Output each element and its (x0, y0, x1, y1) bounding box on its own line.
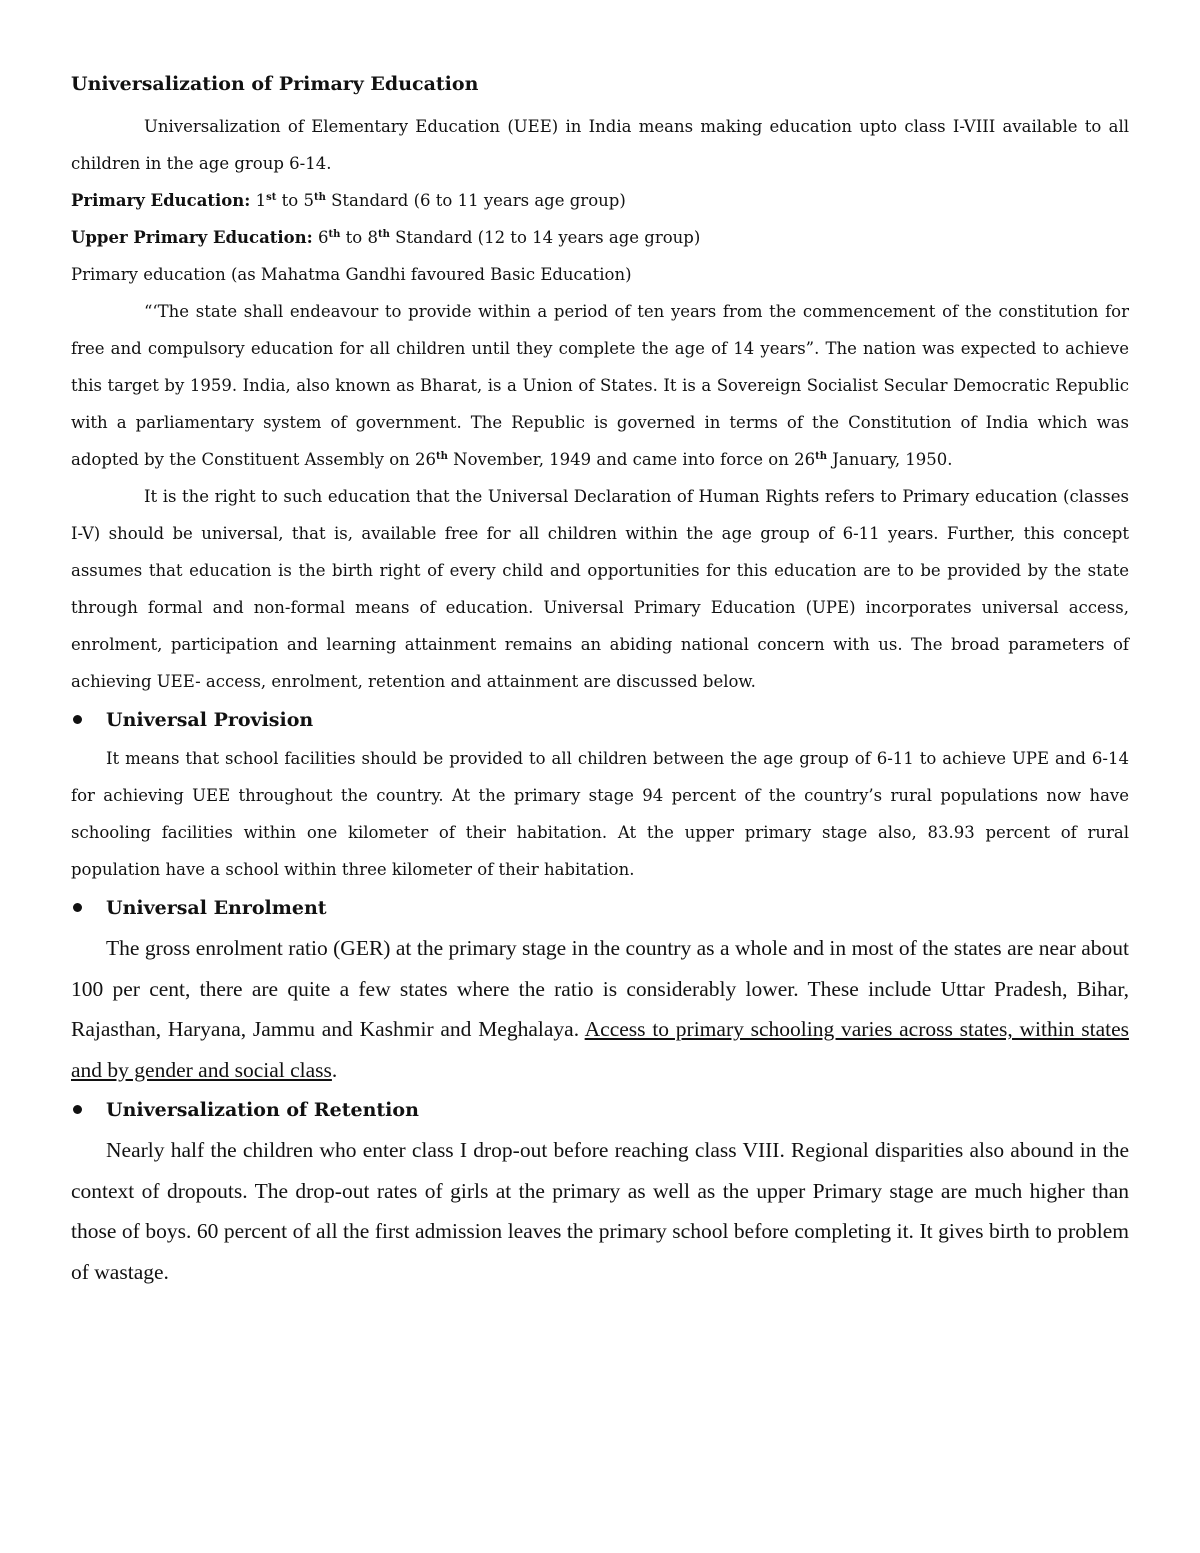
bullet-icon (73, 903, 82, 912)
primary-start-suffix: st (266, 192, 277, 203)
document-title: Universalization of Primary Education (71, 73, 479, 95)
universalization-retention-title: Universalization of Retention (106, 1098, 419, 1121)
universalization-retention-paragraph: Nearly half the children who enter class I drop-out before reaching class VIII. Regional disparities also abound in the context of dropouts. The drop-out rates of girls at the primary as well as the upper Primary stage are much higher than those of boys. 60 percent of all the first admission leaves the primary school before completing it. It gives birth to problem of wastage. (71, 1138, 1129, 1284)
primary-end-suffix: th (313, 192, 326, 203)
bullet-icon (73, 1105, 82, 1114)
primary-education-line (71, 182, 1129, 219)
universal-enrolment-end: . (331, 1057, 338, 1082)
universal-provision-heading (71, 701, 1129, 738)
primary-education-label: Primary Education: (71, 191, 251, 210)
universal-enrolment-title: Universal Enrolment (106, 896, 327, 919)
upper-end-suffix: th (378, 229, 390, 240)
primary-education-detail: Standard (6 to 11 years age group) (331, 191, 626, 210)
universal-provision-paragraph: It means that school facilities should be provided to all children between the age group of 6-11 to achieve UPE and 6-14 for achieving UEE throughout the country. At the primary stage 94 percent of the country’s rural populations now have schooling facilities within one kilometer of their habitation. At the upper primary stage also, 83.93 percent of rural population have a school within three kilometer of their habitation. (71, 749, 1129, 879)
primary-end-number: 5 (303, 191, 314, 210)
constitution-sup1: th (436, 451, 448, 462)
intro-paragraph: Universalization of Elementary Education (UEE) in India means making education upto class I-VIII available to all children in the age group 6-14. (71, 117, 1129, 173)
basic-education-line: Primary education (as Mahatma Gandhi favoured Basic Education) (71, 265, 632, 284)
bullet-icon (73, 715, 82, 724)
right-to-education-paragraph: It is the right to such education that the Universal Declaration of Human Rights refers to Primary education (classes I-V) should be universal, that is, available free for all children within the age group of 6-11 years. Further, this concept assumes that education is the birth right of every child and opportunities for this education are to be provided by the state through formal and non-formal means of education. Universal Primary Education (UPE) incorporates universal access, enrolment, participation and learning attainment remains an abiding national concern with us. The broad parameters of achieving UEE- access, enrolment, retention and attainment are discussed below. (71, 487, 1129, 691)
universal-enrolment-heading (71, 889, 1129, 926)
primary-to-word: to (281, 191, 299, 210)
universal-enrolment-text: The gross enrolment ratio (GER) at the primary stage in the country as a whole and in most of the states are near about 100 per cent, there are quite a few states where the ratio is considerably lower. These include Uttar Pradesh, Bihar, Rajasthan, Haryana, Jammu and Kashmir and Meghalaya. (71, 936, 1129, 1041)
primary-start-number: 1 (255, 191, 267, 210)
constitution-text-part3: January, 1950. (827, 450, 953, 469)
upper-start-suffix: th (328, 229, 341, 240)
universal-enrolment-underlined-text: Access to primary schooling varies across states, within states and by gender and social class (71, 1017, 1129, 1082)
upper-end-number: 8 (367, 228, 378, 247)
universal-provision-title: Universal Provision (106, 708, 314, 731)
constitution-text-part1: “‘The state shall endeavour to provide within a period of ten years from the commencement of the constitution for free and compulsory education for all children until they complete the age of 14 years”. The nation was expected to achieve this target by 1959. India, also known as Bharat, is a Union of States. It is a Sovereign Socialist Secular Democratic Republic with a parliamentary system of government. The Republic is governed in terms of the Constitution of India which was adopted by the Constituent Assembly on 26 (71, 302, 1129, 469)
upper-primary-education-line (71, 219, 1129, 256)
constitution-text-part2: November, 1949 and came into force on 26 (447, 450, 816, 469)
constitution-paragraph (71, 293, 1129, 478)
universalization-retention-heading (71, 1091, 1129, 1128)
upper-to-word: to (345, 228, 363, 247)
upper-primary-education-label: Upper Primary Education: (71, 228, 313, 247)
upper-primary-education-detail: Standard (12 to 14 years age group) (395, 228, 701, 247)
constitution-sup2: th (815, 451, 828, 462)
upper-start-number: 6 (318, 228, 329, 247)
universal-enrolment-paragraph (71, 928, 1129, 1090)
